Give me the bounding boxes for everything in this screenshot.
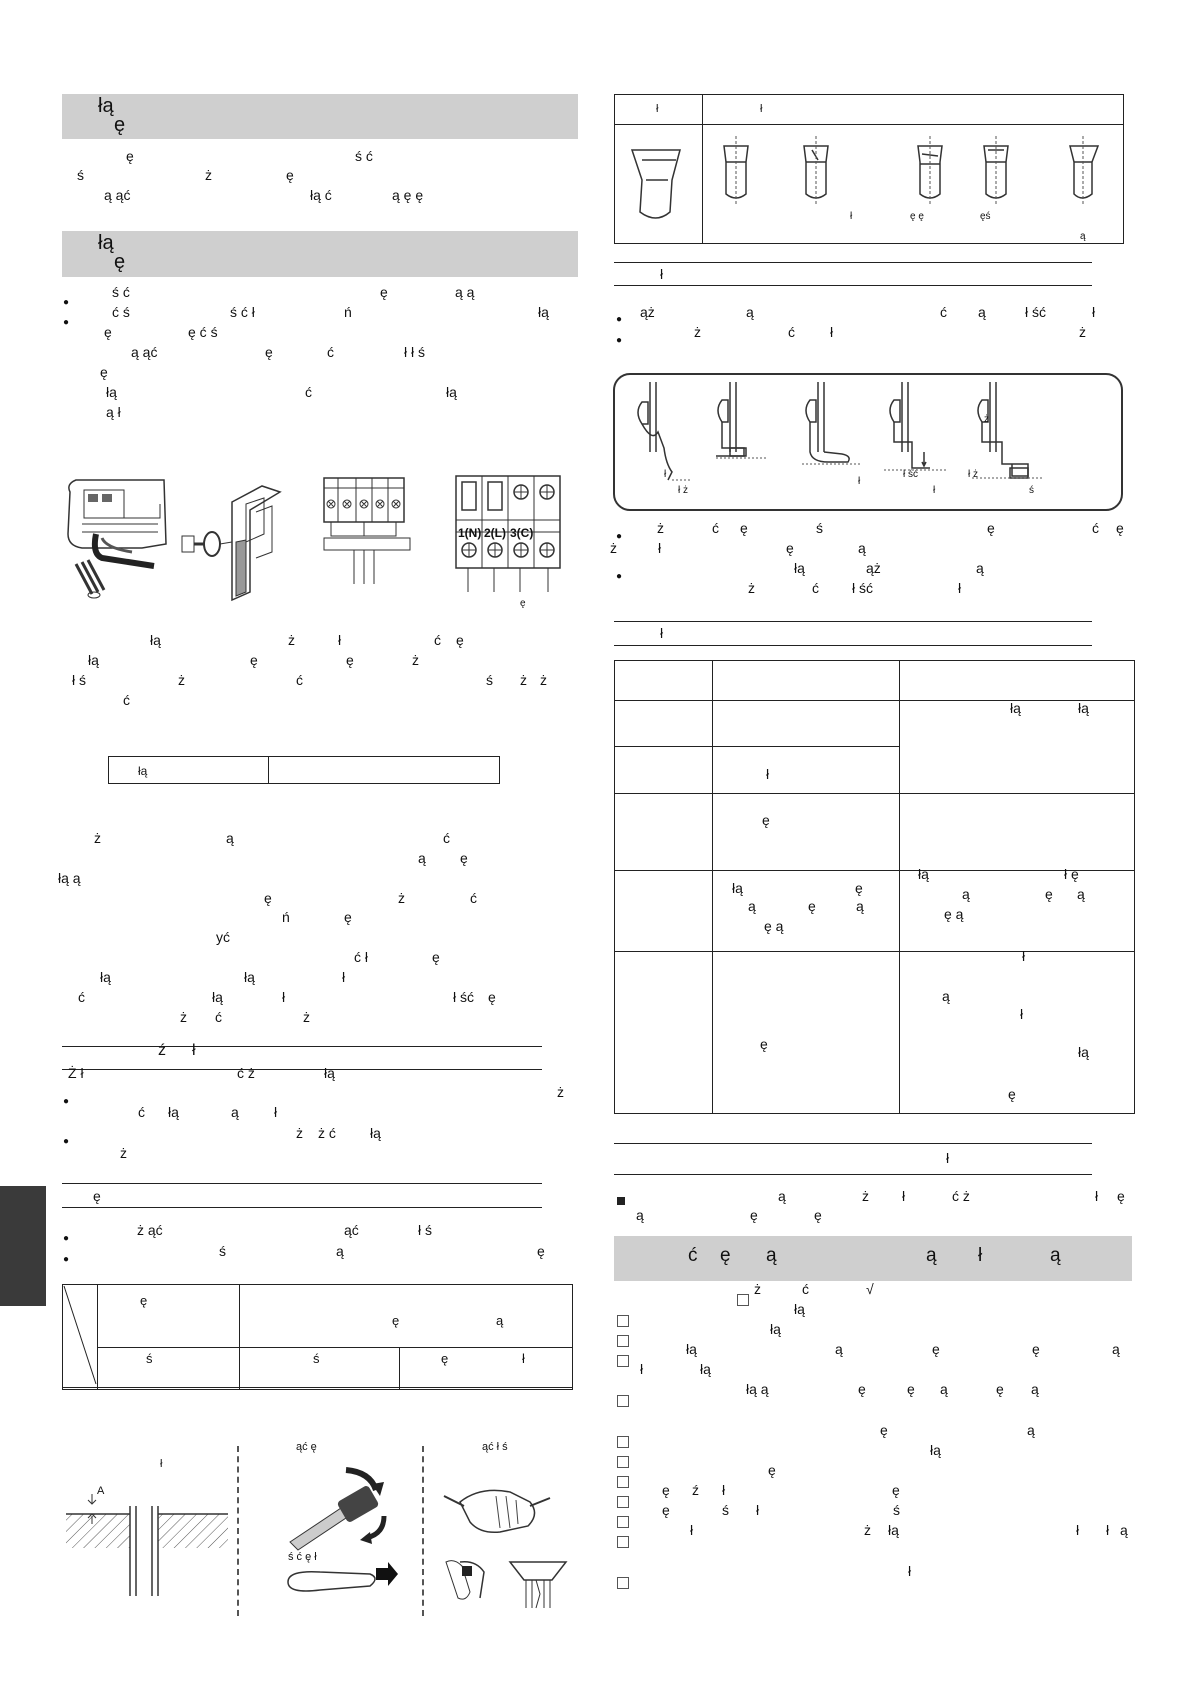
text-fragment: ł bbox=[766, 766, 770, 782]
text-fragment: ż bbox=[862, 1188, 869, 1204]
text-fragment: ę bbox=[762, 812, 770, 828]
figure-terminal-block-small bbox=[320, 474, 410, 604]
section-header-connection-2 bbox=[62, 231, 578, 277]
terminal-label-3c: 3(C) bbox=[510, 526, 534, 540]
text-fragment: Ż ł bbox=[68, 1065, 84, 1081]
section-7-heading: ł bbox=[946, 1150, 950, 1166]
text-fragment: ą bbox=[976, 560, 984, 576]
text-fragment: ą bbox=[336, 1243, 344, 1259]
text-fragment: ę bbox=[662, 1502, 670, 1518]
text-fragment: ś bbox=[1029, 485, 1034, 496]
text-fragment: ś ć ł bbox=[230, 304, 255, 320]
text-fragment: ł bbox=[1092, 304, 1096, 320]
text-fragment: łą bbox=[794, 1301, 805, 1317]
text-fragment: ę bbox=[460, 850, 468, 866]
figure-cable-clamp bbox=[176, 482, 286, 602]
text-fragment: łą ą bbox=[58, 870, 81, 886]
text-fragment: ć bbox=[712, 520, 719, 536]
text-fragment: ę bbox=[786, 540, 794, 556]
text-fragment: ą ąć bbox=[131, 344, 158, 360]
table-subheader: ś bbox=[146, 1351, 153, 1366]
section-header-connection-1 bbox=[62, 94, 578, 139]
text-fragment: ł bbox=[338, 632, 342, 648]
text-fragment: ł ść bbox=[453, 989, 474, 1005]
table-divider bbox=[899, 660, 900, 1113]
figure-separator bbox=[237, 1446, 239, 1616]
text-fragment: ł bbox=[690, 1522, 694, 1538]
text-fragment: ż bbox=[398, 890, 405, 906]
text-fragment: ż bbox=[864, 1522, 871, 1538]
text-fragment: ę bbox=[814, 1207, 822, 1223]
table-header: ł bbox=[656, 103, 659, 115]
text-fragment: ą bbox=[226, 830, 234, 846]
figure-flaring-tool bbox=[280, 1462, 400, 1612]
text-fragment: ż bbox=[520, 672, 527, 688]
text-fragment: łą bbox=[930, 1442, 941, 1458]
table-divider bbox=[399, 1347, 400, 1389]
text-fragment: ę bbox=[1117, 1188, 1125, 1204]
checkbox[interactable] bbox=[617, 1335, 629, 1347]
text-fragment: łą bbox=[732, 880, 743, 896]
text-fragment: ę bbox=[346, 652, 354, 668]
text-fragment: ł bbox=[958, 580, 962, 596]
checkbox[interactable] bbox=[617, 1577, 629, 1589]
text-fragment: ś ć bbox=[355, 148, 373, 164]
text-fragment: ę bbox=[880, 1422, 888, 1438]
checkbox[interactable] bbox=[617, 1355, 629, 1367]
spec-table-cell: łą bbox=[138, 764, 148, 778]
bullet: ● bbox=[63, 1096, 70, 1107]
text-fragment: ć ż bbox=[237, 1065, 255, 1081]
bullet: ● bbox=[616, 335, 623, 346]
text-fragment: ż bbox=[694, 324, 701, 340]
text-fragment: ł bbox=[274, 1104, 278, 1120]
text-fragment: ć bbox=[443, 830, 450, 846]
text-fragment: A bbox=[97, 1485, 105, 1497]
text-fragment: ż bbox=[288, 632, 295, 648]
checkbox[interactable] bbox=[617, 1476, 629, 1488]
table-divider bbox=[614, 700, 1134, 701]
text-fragment: ą bbox=[1050, 1245, 1061, 1266]
bullet: ● bbox=[616, 314, 623, 325]
text-fragment: ć bbox=[470, 890, 477, 906]
text-fragment: ś bbox=[722, 1502, 729, 1518]
table-divider bbox=[97, 1347, 572, 1348]
side-language-tab bbox=[0, 1186, 46, 1306]
text-fragment: ę bbox=[996, 1381, 1004, 1397]
figure-drain-hose bbox=[612, 372, 1124, 514]
text-fragment: ą bbox=[1120, 1522, 1128, 1538]
text-fragment: ś bbox=[77, 167, 84, 183]
section-rule bbox=[62, 1069, 542, 1070]
text-fragment: ł bbox=[1095, 1188, 1099, 1204]
section-rule bbox=[62, 1183, 542, 1184]
text-fragment: ę bbox=[750, 1207, 758, 1223]
text-fragment: ł bbox=[192, 1042, 196, 1059]
text-fragment: ć bbox=[1092, 520, 1099, 536]
text-fragment: łą ą bbox=[746, 1381, 769, 1397]
text-fragment: ż bbox=[94, 830, 101, 846]
bullet: ● bbox=[63, 317, 70, 328]
text-fragment: ę bbox=[1008, 1086, 1016, 1102]
troubleshooting-table bbox=[614, 660, 1135, 1114]
text-fragment: ę bbox=[808, 898, 816, 914]
table-diagonal bbox=[62, 1284, 98, 1388]
bullet: ● bbox=[63, 1233, 70, 1244]
text-fragment: ł ść bbox=[903, 469, 918, 480]
text-fragment: ł bbox=[640, 1361, 644, 1377]
text-fragment: ą bbox=[942, 988, 950, 1004]
text-fragment: ł bbox=[830, 324, 834, 340]
text-fragment: ć bbox=[215, 1009, 222, 1025]
text-fragment: ż bbox=[610, 540, 617, 556]
text-fragment: ę bbox=[250, 652, 258, 668]
table-subheader: ś bbox=[313, 1351, 320, 1366]
section-header-text-2: ę bbox=[114, 114, 126, 136]
text-fragment: ą bbox=[1112, 1341, 1120, 1357]
text-fragment: ć ś bbox=[112, 304, 130, 320]
text-fragment: ć ż bbox=[952, 1188, 970, 1204]
text-fragment: ź bbox=[692, 1482, 699, 1498]
text-fragment: ś bbox=[816, 520, 823, 536]
text-fragment: ż bbox=[296, 1125, 303, 1141]
text-fragment: ą bbox=[1027, 1422, 1035, 1438]
section-header-text-1: łą bbox=[98, 95, 114, 117]
text-fragment: ę bbox=[537, 1243, 545, 1259]
text-fragment: łą bbox=[150, 632, 161, 648]
section-rule bbox=[614, 621, 1092, 622]
text-fragment: ą bbox=[856, 898, 864, 914]
text-fragment: ć bbox=[434, 632, 441, 648]
figure-label: ę bbox=[520, 598, 526, 609]
text-fragment: łą bbox=[106, 384, 117, 400]
table-divider bbox=[712, 660, 713, 1113]
section-header-text-4: ę bbox=[114, 251, 126, 273]
table-divider bbox=[614, 793, 1134, 794]
text-fragment: ę bbox=[1116, 520, 1124, 536]
text-fragment: ę bbox=[1045, 886, 1053, 902]
text-fragment: łą bbox=[686, 1341, 697, 1357]
text-fragment: łą ć bbox=[310, 187, 332, 203]
text-fragment: łą bbox=[1010, 700, 1021, 716]
text-fragment: ą ą bbox=[455, 284, 475, 300]
text-fragment: ę bbox=[720, 1245, 731, 1266]
table-divider bbox=[614, 124, 1123, 125]
text-fragment: ć bbox=[812, 580, 819, 596]
text-fragment: ł bbox=[902, 1188, 906, 1204]
text-fragment: łą bbox=[100, 969, 111, 985]
text-fragment: ż bbox=[120, 1145, 127, 1161]
table-divider bbox=[62, 1387, 572, 1388]
text-fragment: ę ć ś bbox=[188, 324, 218, 340]
text-fragment: ń bbox=[344, 304, 352, 320]
text-fragment: ż bbox=[557, 1084, 564, 1100]
text-fragment: łą bbox=[700, 1361, 711, 1377]
text-fragment: ł bbox=[1076, 1522, 1080, 1538]
text-fragment: ąć ę bbox=[296, 1441, 317, 1453]
text-fragment: ą bbox=[418, 850, 426, 866]
text-fragment: ą bbox=[1077, 886, 1085, 902]
text-fragment: ę bbox=[380, 284, 388, 300]
text-fragment: ą bbox=[962, 886, 970, 902]
bullet: ● bbox=[63, 1136, 70, 1147]
text-fragment: ę bbox=[892, 1482, 900, 1498]
text-fragment: ąć ł ś bbox=[482, 1441, 508, 1453]
table-divider bbox=[239, 1284, 240, 1389]
text-fragment: ć bbox=[802, 1281, 809, 1297]
text-fragment: ę bbox=[858, 1381, 866, 1397]
text-fragment: ą bbox=[746, 304, 754, 320]
text-fragment: łą bbox=[244, 969, 255, 985]
text-fragment: ę bbox=[740, 520, 748, 536]
section-5-heading: ł bbox=[660, 266, 664, 282]
text-fragment: ż bbox=[754, 1281, 761, 1297]
text-fragment: ą ę ę bbox=[392, 187, 424, 203]
section-rule bbox=[614, 645, 1092, 646]
text-fragment: ę bbox=[768, 1462, 776, 1478]
table-divider bbox=[614, 746, 900, 747]
text-fragment: ż bbox=[984, 414, 989, 425]
text-fragment: ś bbox=[219, 1243, 226, 1259]
table-header: ę bbox=[140, 1293, 148, 1308]
text-fragment: ż ć bbox=[318, 1125, 336, 1141]
table-subheader: ę bbox=[441, 1351, 449, 1366]
text-fragment: ć ł bbox=[354, 949, 368, 965]
text-fragment: ąż bbox=[866, 560, 881, 576]
figure-indoor-unit-wiring bbox=[62, 474, 172, 604]
section-rule bbox=[614, 262, 1092, 263]
text-fragment: łą bbox=[370, 1125, 381, 1141]
bullet: ● bbox=[616, 531, 623, 542]
terminal-label-1n: 1(N) bbox=[458, 526, 482, 540]
text-fragment: ł ś bbox=[418, 1222, 432, 1238]
checkbox[interactable] bbox=[617, 1395, 629, 1407]
text-fragment: ł ż bbox=[678, 485, 688, 496]
table-header: ą bbox=[496, 1313, 504, 1328]
text-fragment: ą bbox=[926, 1245, 937, 1266]
text-fragment: ę bbox=[932, 1341, 940, 1357]
text-fragment: łą bbox=[1078, 1044, 1089, 1060]
text-fragment: ę bbox=[100, 364, 108, 380]
figure-pipe-flare-depth bbox=[62, 1490, 232, 1600]
text-fragment: ę bbox=[104, 324, 112, 340]
text-fragment: ę bbox=[126, 148, 134, 164]
text-fragment: ł ę bbox=[1064, 866, 1079, 882]
text-fragment: ć bbox=[138, 1104, 145, 1120]
text-fragment: ł bbox=[1020, 1006, 1024, 1022]
checkbox[interactable] bbox=[617, 1315, 629, 1327]
text-fragment: ę bbox=[456, 632, 464, 648]
text-fragment: ś ć ę ł bbox=[288, 1551, 317, 1563]
text-fragment: ą bbox=[940, 1381, 948, 1397]
bullet: ● bbox=[63, 297, 70, 308]
text-fragment: ć bbox=[305, 384, 312, 400]
text-fragment: ą bbox=[636, 1207, 644, 1223]
figure-hand-flare bbox=[440, 1462, 570, 1612]
text-fragment: ąć bbox=[344, 1222, 359, 1238]
bullet: ● bbox=[63, 1254, 70, 1265]
text-fragment: łą bbox=[324, 1065, 335, 1081]
text-fragment: ł bbox=[282, 989, 286, 1005]
section-rule bbox=[614, 285, 1092, 286]
flare-table bbox=[62, 1284, 573, 1390]
text-fragment: łą bbox=[1078, 700, 1089, 716]
text-fragment: ę bbox=[907, 1381, 915, 1397]
flare-shape-caption: ęś bbox=[980, 211, 991, 222]
section-rule bbox=[62, 1046, 542, 1047]
text-fragment: yć bbox=[216, 929, 230, 945]
text-fragment: ć bbox=[123, 692, 130, 708]
text-fragment: ż bbox=[748, 580, 755, 596]
text-fragment: ł bbox=[664, 469, 667, 480]
text-fragment: łą bbox=[212, 989, 223, 1005]
text-fragment: ż bbox=[303, 1009, 310, 1025]
text-fragment: ć bbox=[788, 324, 795, 340]
text-fragment: ć bbox=[688, 1245, 698, 1266]
text-fragment: ę bbox=[855, 880, 863, 896]
text-fragment: ę ą bbox=[944, 906, 964, 922]
section-rule bbox=[614, 1174, 1092, 1175]
table-divider bbox=[614, 870, 1134, 871]
text-fragment: ś ć bbox=[112, 284, 130, 300]
text-fragment: ł bbox=[978, 1245, 983, 1266]
text-fragment: ń bbox=[282, 909, 290, 925]
text-fragment: ź bbox=[158, 1042, 166, 1059]
text-fragment: ę bbox=[265, 344, 273, 360]
spec-table-small bbox=[108, 756, 500, 784]
text-fragment: ą bbox=[978, 304, 986, 320]
text-fragment: łą bbox=[770, 1321, 781, 1337]
section-4-heading: ę bbox=[93, 1188, 101, 1204]
text-fragment: ś bbox=[486, 672, 493, 688]
text-fragment: ł ż bbox=[968, 469, 978, 480]
text-fragment: łą bbox=[918, 866, 929, 882]
text-fragment: ł bbox=[1022, 948, 1026, 964]
flare-shape-caption: ł bbox=[850, 211, 853, 222]
text-fragment: ż ąć bbox=[137, 1222, 163, 1238]
section-rule bbox=[62, 1207, 542, 1208]
checkbox[interactable] bbox=[617, 1536, 629, 1548]
text-fragment: ę bbox=[760, 1036, 768, 1052]
square-bullet bbox=[617, 1197, 625, 1205]
text-fragment: ę bbox=[488, 989, 496, 1005]
text-fragment: ł bbox=[933, 485, 936, 496]
text-fragment: ł ść bbox=[852, 580, 873, 596]
text-fragment: łą bbox=[794, 560, 805, 576]
checkbox[interactable] bbox=[617, 1436, 629, 1448]
text-fragment: ć bbox=[327, 344, 334, 360]
text-fragment: ż bbox=[1079, 324, 1086, 340]
text-fragment: łą bbox=[168, 1104, 179, 1120]
figure-separator bbox=[422, 1446, 424, 1616]
section-6-heading: ł bbox=[660, 625, 664, 641]
section-rule bbox=[614, 1143, 1092, 1144]
text-fragment: ć bbox=[78, 989, 85, 1005]
text-fragment: ł bbox=[1106, 1522, 1110, 1538]
text-fragment: ż bbox=[540, 672, 547, 688]
flare-shape-caption: ą bbox=[1080, 231, 1086, 242]
text-fragment: ą bbox=[858, 540, 866, 556]
text-fragment: ł bbox=[722, 1482, 726, 1498]
text-fragment: ę bbox=[987, 520, 995, 536]
table-header: ę bbox=[392, 1313, 400, 1328]
bullet: ● bbox=[616, 571, 623, 582]
text-fragment: ąż bbox=[640, 304, 655, 320]
text-fragment: ę bbox=[286, 167, 294, 183]
text-fragment: ł bbox=[658, 540, 662, 556]
text-fragment: √ bbox=[866, 1281, 874, 1297]
table-divider bbox=[268, 756, 269, 783]
checkbox[interactable] bbox=[617, 1456, 629, 1468]
table-subheader: ł bbox=[522, 1351, 525, 1366]
text-fragment: ż bbox=[657, 520, 664, 536]
text-fragment: ł ś bbox=[72, 672, 86, 688]
text-fragment: ę bbox=[1032, 1341, 1040, 1357]
text-fragment: ć bbox=[940, 304, 947, 320]
text-fragment: ą bbox=[766, 1245, 777, 1266]
table-header: ł bbox=[760, 103, 763, 115]
text-fragment: ż bbox=[205, 167, 212, 183]
text-fragment: ł ł ś bbox=[404, 344, 425, 360]
flare-shape-illustrations bbox=[620, 132, 1120, 240]
text-fragment: ł bbox=[160, 1458, 163, 1470]
text-fragment: ż bbox=[412, 652, 419, 668]
text-fragment: ł bbox=[908, 1563, 912, 1579]
text-fragment: ż bbox=[178, 672, 185, 688]
text-fragment: ś bbox=[893, 1502, 900, 1518]
text-fragment: ę bbox=[264, 890, 272, 906]
text-fragment: łą bbox=[888, 1522, 899, 1538]
text-fragment: ą ł bbox=[106, 404, 121, 420]
text-fragment: ł ść bbox=[1025, 304, 1046, 320]
text-fragment: ł bbox=[858, 476, 861, 487]
text-fragment: ę bbox=[662, 1482, 670, 1498]
text-fragment: ę ą bbox=[764, 918, 784, 934]
text-fragment: ą bbox=[835, 1341, 843, 1357]
checkbox[interactable] bbox=[737, 1294, 749, 1306]
checkbox[interactable] bbox=[617, 1496, 629, 1508]
text-fragment: ę bbox=[432, 949, 440, 965]
text-fragment: ż bbox=[180, 1009, 187, 1025]
checkbox[interactable] bbox=[617, 1516, 629, 1528]
table-divider bbox=[614, 951, 1134, 952]
text-fragment: ą bbox=[1031, 1381, 1039, 1397]
text-fragment: ą bbox=[778, 1188, 786, 1204]
flare-shape-caption: ę ę bbox=[910, 211, 924, 222]
text-fragment: ł bbox=[342, 969, 346, 985]
text-fragment: ą bbox=[231, 1104, 239, 1120]
text-fragment: ą ąć bbox=[104, 187, 131, 203]
text-fragment: ł bbox=[756, 1502, 760, 1518]
text-fragment: ę bbox=[344, 909, 352, 925]
terminal-label-2l: 2(L) bbox=[484, 526, 506, 540]
text-fragment: łą bbox=[88, 652, 99, 668]
text-fragment: łą bbox=[538, 304, 549, 320]
text-fragment: ć bbox=[296, 672, 303, 688]
text-fragment: łą bbox=[446, 384, 457, 400]
section-header-text-3: łą bbox=[98, 232, 114, 254]
text-fragment: ą bbox=[748, 898, 756, 914]
